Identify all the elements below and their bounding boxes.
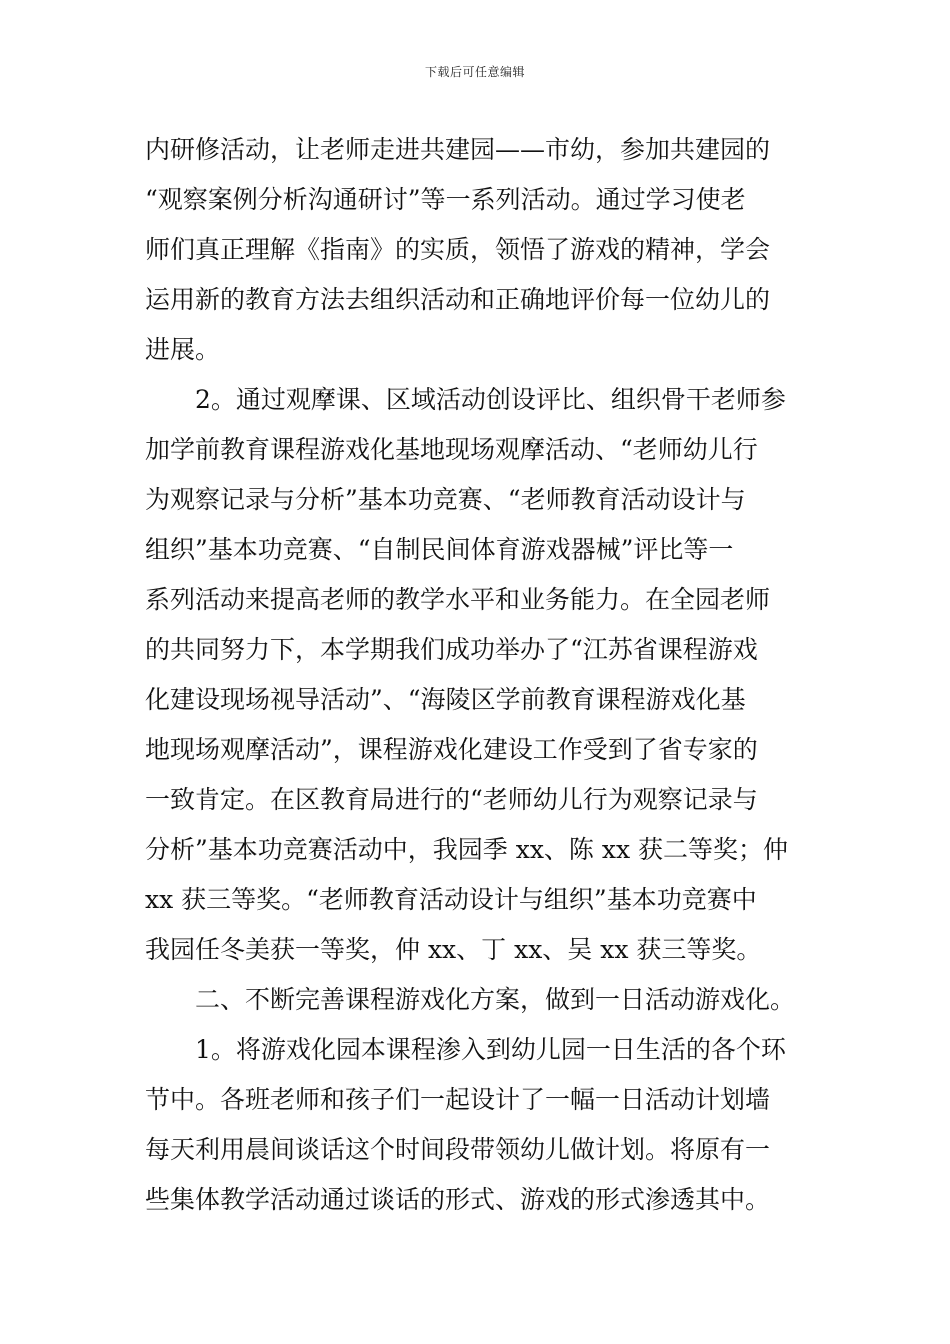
text-line: 每天利用晨间谈话这个时间段带领幼儿做计划。将原有一 bbox=[145, 1135, 771, 1164]
text-line: 1。将游戏化园本课程渗入到幼儿园一日生活的各个环 bbox=[195, 1035, 786, 1064]
text-line: xx 获三等奖。“老师教育活动设计与组织”基本功竞赛中 bbox=[145, 885, 757, 914]
text-line: 进展。 bbox=[145, 335, 221, 364]
text-line: 地现场观摩活动”，课程游戏化建设工作受到了省专家的 bbox=[145, 735, 758, 764]
text-line: 系列活动来提高老师的教学水平和业务能力。在全园老师 bbox=[145, 585, 771, 614]
section-heading: 二、不断完善课程游戏化方案，做到一日活动游戏化。 bbox=[195, 985, 796, 1014]
text-line: 节中。各班老师和孩子们一起设计了一幅一日活动计划墙 bbox=[145, 1085, 771, 1114]
text-line: 化建设现场视导活动”、“海陵区学前教育课程游戏化基 bbox=[145, 685, 746, 714]
text-line: 些集体教学活动通过谈话的形式、游戏的形式渗透其中。 bbox=[145, 1185, 771, 1214]
text-line: 我园任冬美获一等奖，仲 xx、丁 xx、吴 xx 获三等奖。 bbox=[145, 935, 762, 964]
text-line: 运用新的教育方法去组织活动和正确地评价每一位幼儿的 bbox=[145, 285, 771, 314]
text-line: 一致肯定。在区教育局进行的“老师幼儿行为观察记录与 bbox=[145, 785, 758, 814]
text-line: 的共同努力下，本学期我们成功举办了“江苏省课程游戏 bbox=[145, 635, 758, 664]
text-line: 2。通过观摩课、区域活动创设评比、组织骨干老师参 bbox=[195, 385, 786, 414]
text-line: 内研修活动，让老师走进共建园——市幼，参加共建园的 bbox=[145, 135, 771, 164]
text-line: 组织”基本功竞赛、“自制民间体育游戏器械”评比等一 bbox=[145, 535, 734, 564]
text-line: 为观察记录与分析”基本功竞赛、“老师教育活动设计与 bbox=[145, 485, 746, 514]
text-line: 师们真正理解《指南》的实质，领悟了游戏的精神，学会 bbox=[145, 235, 771, 264]
text-line: 分析”基本功竞赛活动中，我园季 xx、陈 xx 获二等奖；仲 bbox=[145, 835, 789, 864]
text-line: “观察案例分析沟通研讨”等一系列活动。通过学习使老 bbox=[145, 185, 746, 214]
text-line: 加学前教育课程游戏化基地现场观摩活动、“老师幼儿行 bbox=[145, 435, 758, 464]
page-header-note: 下载后可任意编辑 bbox=[424, 65, 525, 79]
